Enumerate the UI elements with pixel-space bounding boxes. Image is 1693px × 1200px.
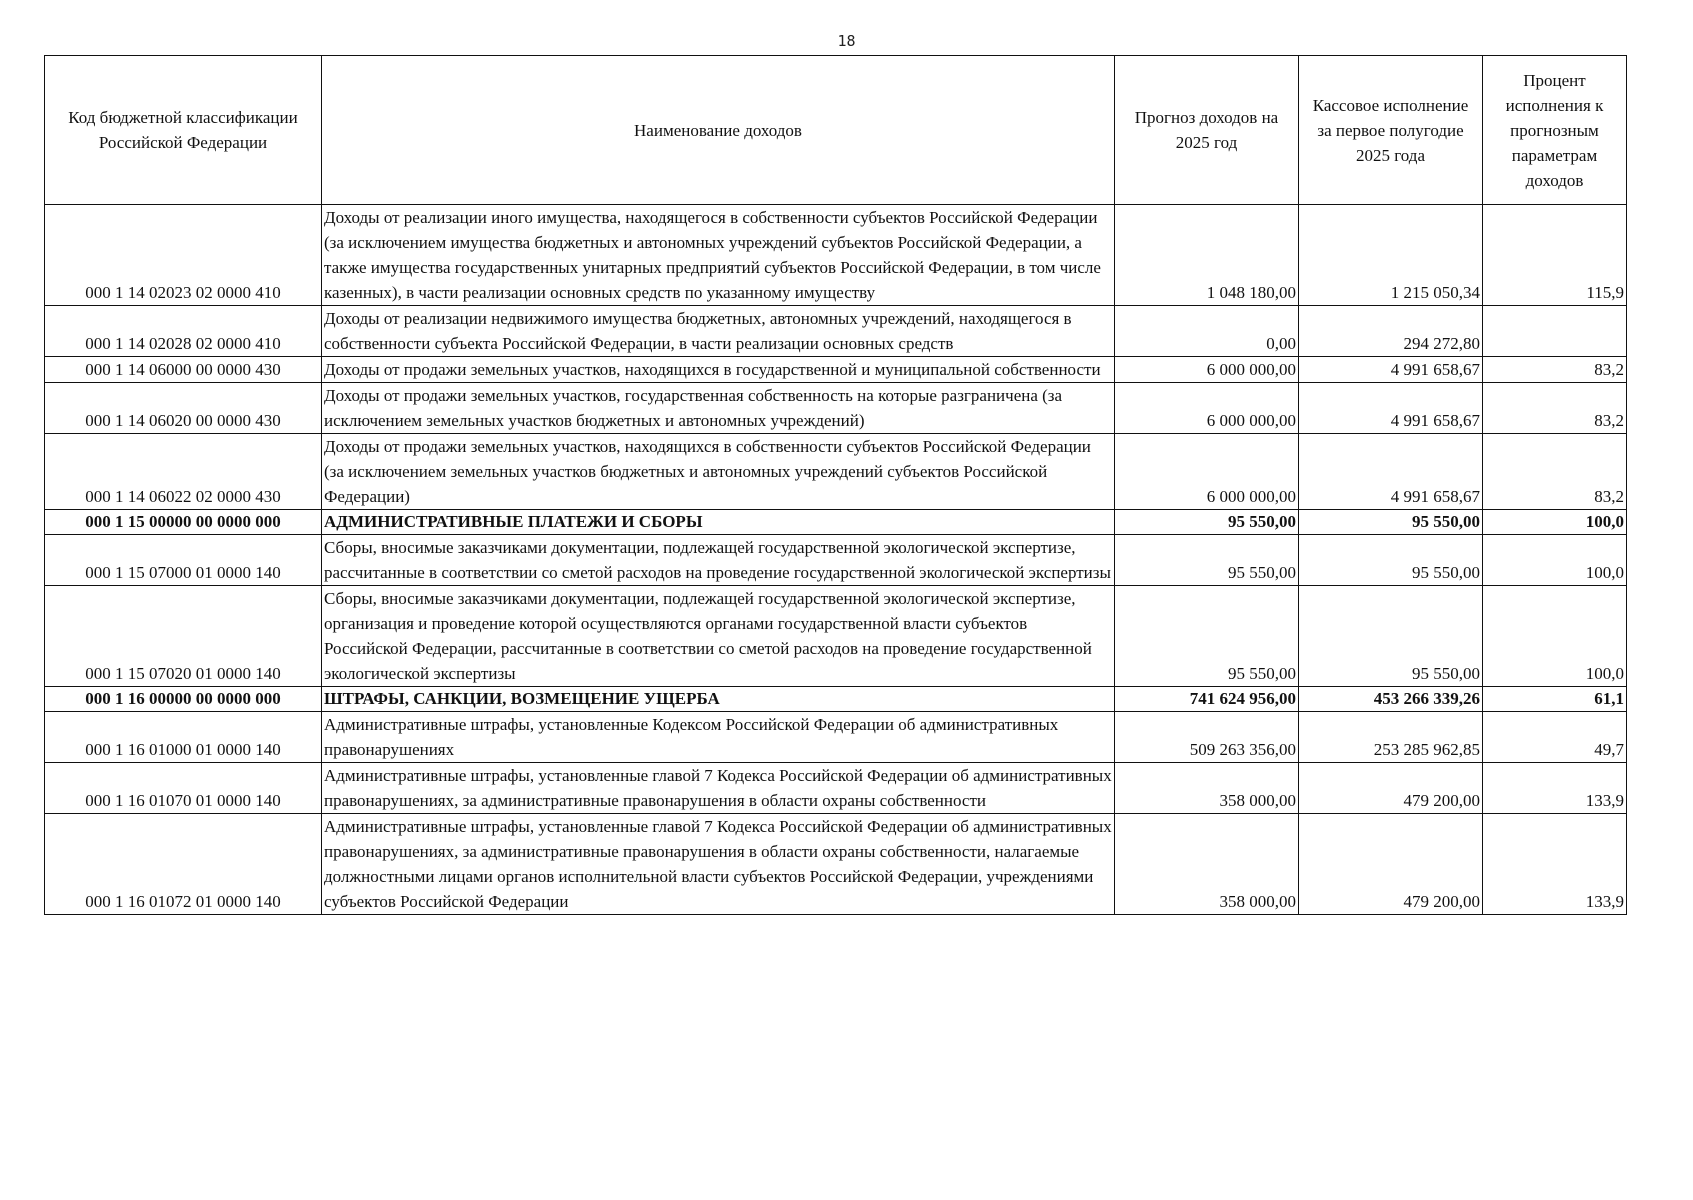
row-percent: 100,0 [1483,535,1627,586]
row-percent: 49,7 [1483,712,1627,763]
row-cash: 95 550,00 [1299,535,1483,586]
row-percent: 83,2 [1483,357,1627,383]
row-name: Доходы от продажи земельных участков, находящихся в государственной и муниципальной собственности [322,357,1115,383]
row-code: 000 1 16 00000 00 0000 000 [45,687,322,712]
row-name: Административные штрафы, установленные главой 7 Кодекса Российской Федерации об административных правонарушениях, за административные правонарушения в области охраны собственности, налагаемые должностными лицами органов исполнительной власти субъектов Российской Федерации, учреждениями субъектов Российской Федерации [322,814,1115,915]
row-name: Доходы от реализации иного имущества, находящегося в собственности субъектов Российской Федерации (за исключением имущества бюджетных и автономных учреждений субъектов Российской Федерации, а также имущества государственных унитарных предприятий субъектов Российской Федерации, в том числе казенных), в части реализации основных средств по указанному имуществу [322,205,1115,306]
header-percent: Процент исполнения к прогнозным параметрам доходов [1483,56,1627,205]
table-row-section [45,687,1627,712]
table-row [45,357,1627,383]
row-cash: 479 200,00 [1299,763,1483,814]
row-cash: 4 991 658,67 [1299,357,1483,383]
row-forecast: 358 000,00 [1115,814,1299,915]
row-cash: 253 285 962,85 [1299,712,1483,763]
row-cash: 479 200,00 [1299,814,1483,915]
table-body [45,205,1627,915]
row-cash: 1 215 050,34 [1299,205,1483,306]
row-percent: 133,9 [1483,814,1627,915]
row-name: Сборы, вносимые заказчиками документации, подлежащей государственной экологической экспертизе, организация и проведение которой осуществляются органами государственной власти субъектов Российской Федерации, рассчитанные в соответствии со сметой расходов на проведение государственной экологической экспертизы [322,586,1115,687]
row-forecast: 358 000,00 [1115,763,1299,814]
row-name: Сборы, вносимые заказчиками документации, подлежащей государственной экологической экспертизе, рассчитанные в соответствии со сметой расходов на проведение государственной экологической экспертизы [322,535,1115,586]
row-code: 000 1 15 00000 00 0000 000 [45,510,322,535]
row-percent [1483,306,1627,357]
row-code: 000 1 16 01000 01 0000 140 [45,712,322,763]
header-forecast: Прогноз доходов на 2025 год [1115,56,1299,205]
row-forecast: 6 000 000,00 [1115,383,1299,434]
row-forecast: 6 000 000,00 [1115,357,1299,383]
row-code: 000 1 14 06020 00 0000 430 [45,383,322,434]
row-forecast: 741 624 956,00 [1115,687,1299,712]
row-percent: 133,9 [1483,763,1627,814]
row-name: АДМИНИСТРАТИВНЫЕ ПЛАТЕЖИ И СБОРЫ [322,510,1115,535]
table-row [45,763,1627,814]
table-row [45,383,1627,434]
row-name: Доходы от продажи земельных участков, государственная собственность на которые разграничена (за исключением земельных участков бюджетных и автономных учреждений) [322,383,1115,434]
table-row [45,306,1627,357]
row-percent: 83,2 [1483,434,1627,510]
table-row-section [45,510,1627,535]
row-forecast: 0,00 [1115,306,1299,357]
row-cash: 95 550,00 [1299,586,1483,687]
table-row [45,712,1627,763]
row-cash: 95 550,00 [1299,510,1483,535]
row-name: Доходы от продажи земельных участков, находящихся в собственности субъектов Российской Федерации (за исключением земельных участков бюджетных и автономных учреждений субъектов Российской Федерации) [322,434,1115,510]
table-row [45,814,1627,915]
row-percent: 61,1 [1483,687,1627,712]
row-cash: 294 272,80 [1299,306,1483,357]
row-cash: 453 266 339,26 [1299,687,1483,712]
row-percent: 83,2 [1483,383,1627,434]
row-code: 000 1 14 06022 02 0000 430 [45,434,322,510]
row-code: 000 1 16 01072 01 0000 140 [45,814,322,915]
row-cash: 4 991 658,67 [1299,434,1483,510]
header-code: Код бюджетной классификации Российской Федерации [45,56,322,205]
page-number: 18 [837,32,856,50]
row-code: 000 1 14 02023 02 0000 410 [45,205,322,306]
table-row [45,434,1627,510]
row-name: Административные штрафы, установленные Кодексом Российской Федерации об административных правонарушениях [322,712,1115,763]
row-name: Административные штрафы, установленные главой 7 Кодекса Российской Федерации об административных правонарушениях, за административные правонарушения в области охраны собственности [322,763,1115,814]
row-forecast: 95 550,00 [1115,586,1299,687]
row-code: 000 1 16 01070 01 0000 140 [45,763,322,814]
row-name: Доходы от реализации недвижимого имущества бюджетных, автономных учреждений, находящегося в собственности субъекта Российской Федерации, в части реализации основных средств [322,306,1115,357]
row-code: 000 1 14 02028 02 0000 410 [45,306,322,357]
row-percent: 115,9 [1483,205,1627,306]
row-forecast: 6 000 000,00 [1115,434,1299,510]
table-row [45,205,1627,306]
row-code: 000 1 14 06000 00 0000 430 [45,357,322,383]
revenue-table [44,55,1627,915]
row-percent: 100,0 [1483,586,1627,687]
row-code: 000 1 15 07000 01 0000 140 [45,535,322,586]
row-code: 000 1 15 07020 01 0000 140 [45,586,322,687]
table-row [45,535,1627,586]
row-forecast: 95 550,00 [1115,535,1299,586]
table-row [45,586,1627,687]
header-name: Наименование доходов [322,56,1115,205]
row-forecast: 95 550,00 [1115,510,1299,535]
row-name: ШТРАФЫ, САНКЦИИ, ВОЗМЕЩЕНИЕ УЩЕРБА [322,687,1115,712]
row-cash: 4 991 658,67 [1299,383,1483,434]
row-forecast: 1 048 180,00 [1115,205,1299,306]
row-forecast: 509 263 356,00 [1115,712,1299,763]
table-header [45,56,1627,205]
row-percent: 100,0 [1483,510,1627,535]
header-cash: Кассовое исполнение за первое полугодие 2025 года [1299,56,1483,205]
